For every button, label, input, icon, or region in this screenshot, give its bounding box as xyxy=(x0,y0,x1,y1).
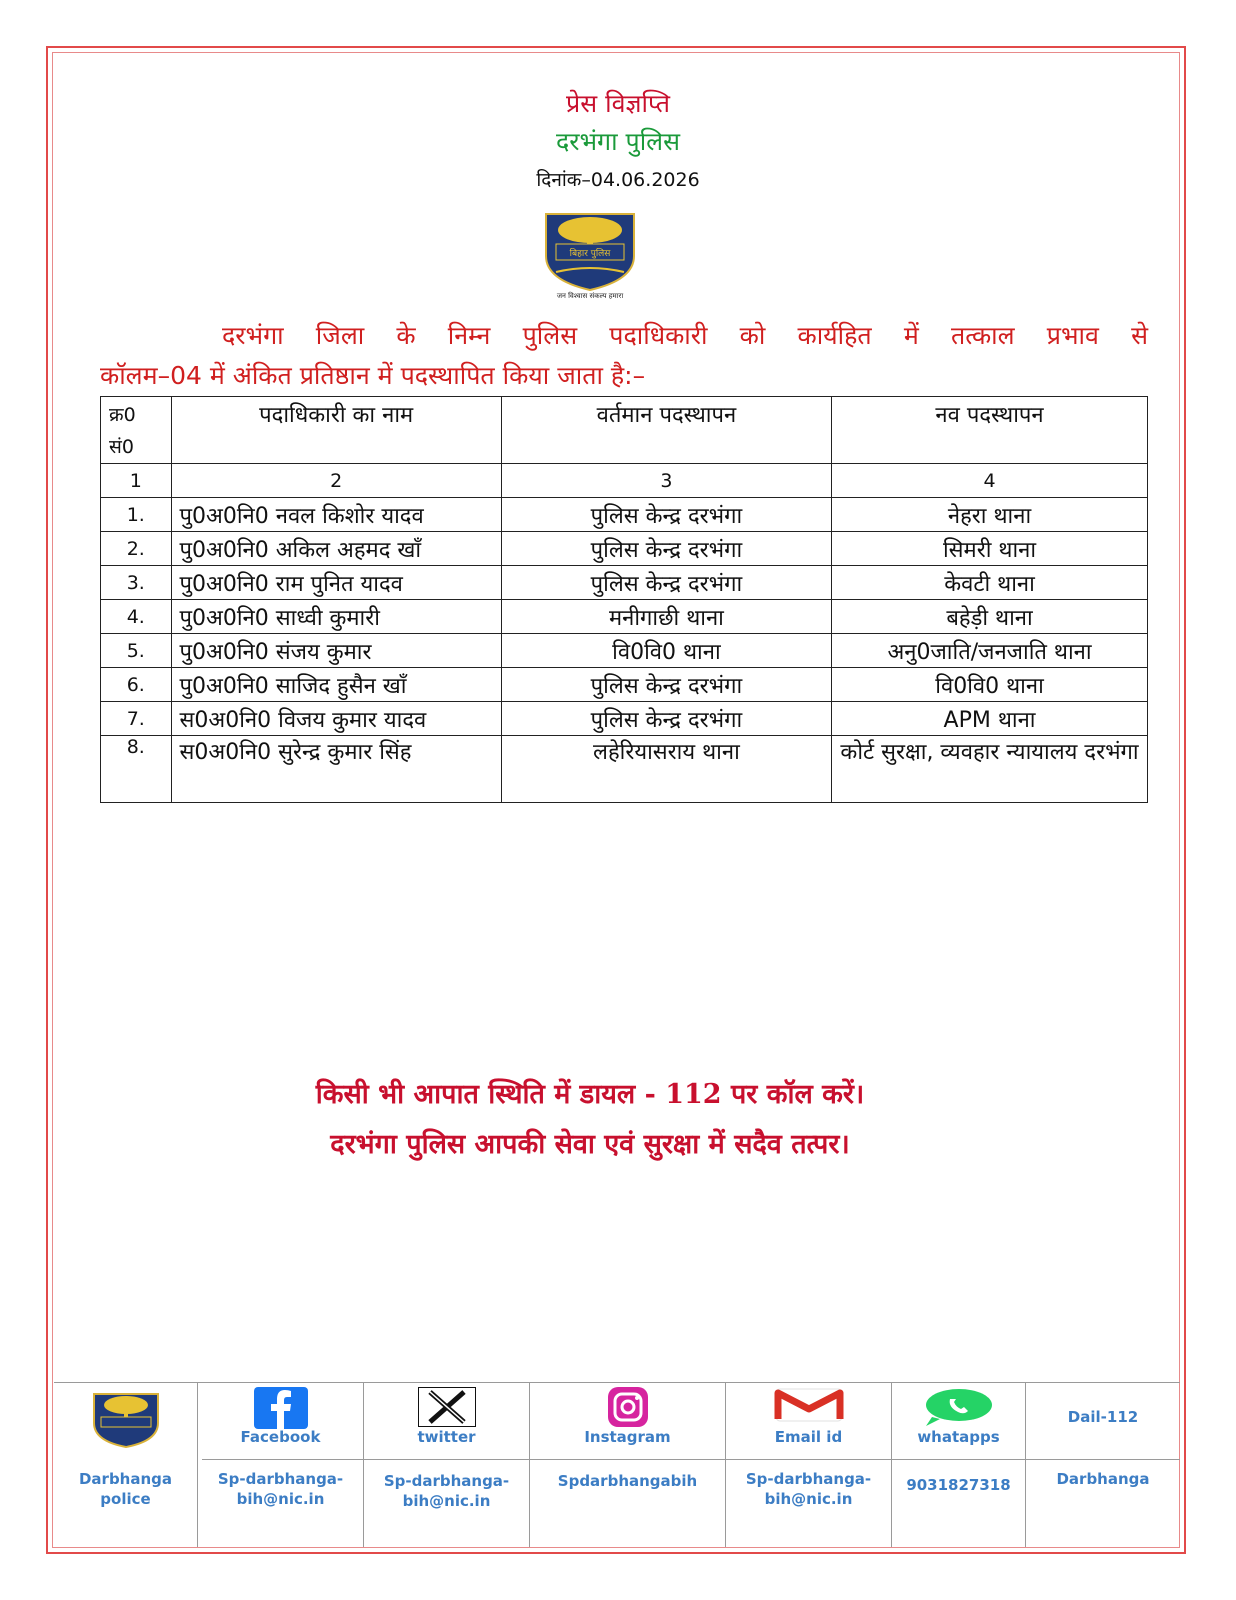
serial-no: 5. xyxy=(101,634,172,668)
current-posting: मनीगाछी थाना xyxy=(501,600,831,634)
table-row xyxy=(101,498,1148,532)
officer-name: पु0अ0नि0 अकिल अहमद खाँ xyxy=(171,532,501,566)
x-twitter-icon xyxy=(418,1387,476,1427)
footer-facebook-cell[interactable] xyxy=(198,1383,364,1547)
logo-emblem-text: बिहार पुलिस xyxy=(569,249,611,259)
current-posting: वि0वि0 थाना xyxy=(501,634,831,668)
officer-name: पु0अ0नि0 साध्वी कुमारी xyxy=(171,600,501,634)
whatsapp-number[interactable]: 9031827318 xyxy=(906,1476,1011,1494)
whatsapp-label: whatapps xyxy=(917,1428,1000,1446)
bihar-police-logo xyxy=(542,210,638,300)
header-new-posting: नव पदस्थापन xyxy=(832,397,1148,464)
serial-no: 8. xyxy=(101,736,172,803)
new-posting: बहेड़ी थाना xyxy=(832,600,1148,634)
table-row xyxy=(101,702,1148,736)
new-posting: अनु0जाति/जनजाति थाना xyxy=(832,634,1148,668)
posting-order-intro xyxy=(100,316,1148,396)
facebook-icon xyxy=(254,1387,308,1429)
current-posting: लहेरियासराय थाना xyxy=(501,736,831,803)
new-posting: कोर्ट सुरक्षा, व्यवहार न्यायालय दरभंगा xyxy=(832,736,1148,803)
serial-no: 4. xyxy=(101,600,172,634)
email-label: Email id xyxy=(774,1428,843,1446)
footer-instagram-cell[interactable] xyxy=(530,1383,726,1547)
serial-no: 7. xyxy=(101,702,172,736)
current-posting: पुलिस केन्द्र दरभंगा xyxy=(501,702,831,736)
table-row xyxy=(101,600,1148,634)
new-posting: केवटी थाना xyxy=(832,566,1148,600)
footer-email-cell[interactable] xyxy=(726,1383,892,1547)
column-number: 3 xyxy=(501,464,831,498)
intro-line-2: कॉलम–04 में अंकित प्रतिष्ठान में पदस्थापित किया जाता है:– xyxy=(100,361,646,390)
contact-footer xyxy=(54,1382,1180,1547)
header-officer-name: पदाधिकारी का नाम xyxy=(171,397,501,464)
emergency-dial-appeal: किसी भी आपात स्थिति में डायल - 112 पर कॉल करें। xyxy=(315,1079,865,1110)
footer-whatsapp-cell[interactable] xyxy=(892,1383,1026,1547)
new-posting: सिमरी थाना xyxy=(832,532,1148,566)
officer-name: पु0अ0नि0 नवल किशोर यादव xyxy=(171,498,501,532)
current-posting: पुलिस केन्द्र दरभंगा xyxy=(501,668,831,702)
press-release-title: प्रेस विज्ञप्ति xyxy=(566,89,670,118)
table-row xyxy=(101,566,1148,600)
police-badge-icon xyxy=(91,1391,161,1453)
service-slogan: दरभंगा पुलिस आपकी सेवा एवं सुरक्षा में सदैव तत्पर। xyxy=(330,1129,850,1160)
current-posting: पुलिस केन्द्र दरभंगा xyxy=(501,532,831,566)
twitter-label: twitter xyxy=(417,1428,476,1446)
gmail-icon xyxy=(774,1387,844,1423)
officer-name: स0अ0नि0 विजय कुमार यादव xyxy=(171,702,501,736)
table-row xyxy=(101,668,1148,702)
twitter-value[interactable]: Sp-darbhanga-bih@nic.in xyxy=(383,1472,510,1510)
officer-name: पु0अ0नि0 साजिद हुसैन खाँ xyxy=(171,668,501,702)
footer-police-label: Darbhanga police xyxy=(78,1470,173,1508)
facebook-value[interactable]: Sp-darbhanga-bih@nic.in xyxy=(217,1470,344,1508)
current-posting: पुलिस केन्द्र दरभंगा xyxy=(501,498,831,532)
header-serial-no: क्र0 सं0 xyxy=(101,397,172,464)
dial-112-label: Dail-112 xyxy=(1067,1408,1139,1426)
table-row xyxy=(101,532,1148,566)
footer-twitter-cell[interactable] xyxy=(364,1383,530,1547)
header-current-posting: वर्तमान पदस्थापन xyxy=(501,397,831,464)
new-posting: नेहरा थाना xyxy=(832,498,1148,532)
table-row xyxy=(101,736,1148,803)
email-value[interactable]: Sp-darbhanga-bih@nic.in xyxy=(745,1470,872,1508)
officer-name: पु0अ0नि0 संजय कुमार xyxy=(171,634,501,668)
serial-no: 6. xyxy=(101,668,172,702)
officer-name: पु0अ0नि0 राम पुनित यादव xyxy=(171,566,501,600)
new-posting: वि0वि0 थाना xyxy=(832,668,1148,702)
posting-table xyxy=(100,396,1148,803)
whatsapp-icon xyxy=(924,1387,994,1427)
logo-motto: जन विश्वास संकल्प हमारा xyxy=(556,292,624,300)
officer-name: स0अ0नि0 सुरेन्द्र कुमार सिंह xyxy=(171,736,501,803)
column-number: 1 xyxy=(101,464,172,498)
dial-district: Darbhanga xyxy=(1056,1470,1150,1488)
table-header-row xyxy=(101,397,1148,464)
police-unit-title: दरभंगा पुलिस xyxy=(555,127,681,156)
instagram-icon xyxy=(606,1387,650,1427)
serial-no: 1. xyxy=(101,498,172,532)
column-number: 2 xyxy=(171,464,501,498)
column-number-row xyxy=(101,464,1148,498)
facebook-label: Facebook xyxy=(240,1428,321,1446)
serial-no: 3. xyxy=(101,566,172,600)
release-date: दिनांक–04.06.2026 xyxy=(536,169,700,191)
intro-line-1: दरभंगा जिला के निम्न पुलिस पदाधिकारी को कार्यहित में तत्काल प्रभाव से xyxy=(222,321,1148,350)
instagram-value[interactable]: Spdarbhangabih xyxy=(557,1472,698,1490)
serial-no: 2. xyxy=(101,532,172,566)
current-posting: पुलिस केन्द्र दरभंगा xyxy=(501,566,831,600)
table-row xyxy=(101,634,1148,668)
new-posting: APM थाना xyxy=(832,702,1148,736)
footer-police-cell xyxy=(54,1383,198,1547)
instagram-label: Instagram xyxy=(584,1428,671,1446)
column-number: 4 xyxy=(832,464,1148,498)
footer-dial-cell[interactable] xyxy=(1026,1383,1180,1547)
